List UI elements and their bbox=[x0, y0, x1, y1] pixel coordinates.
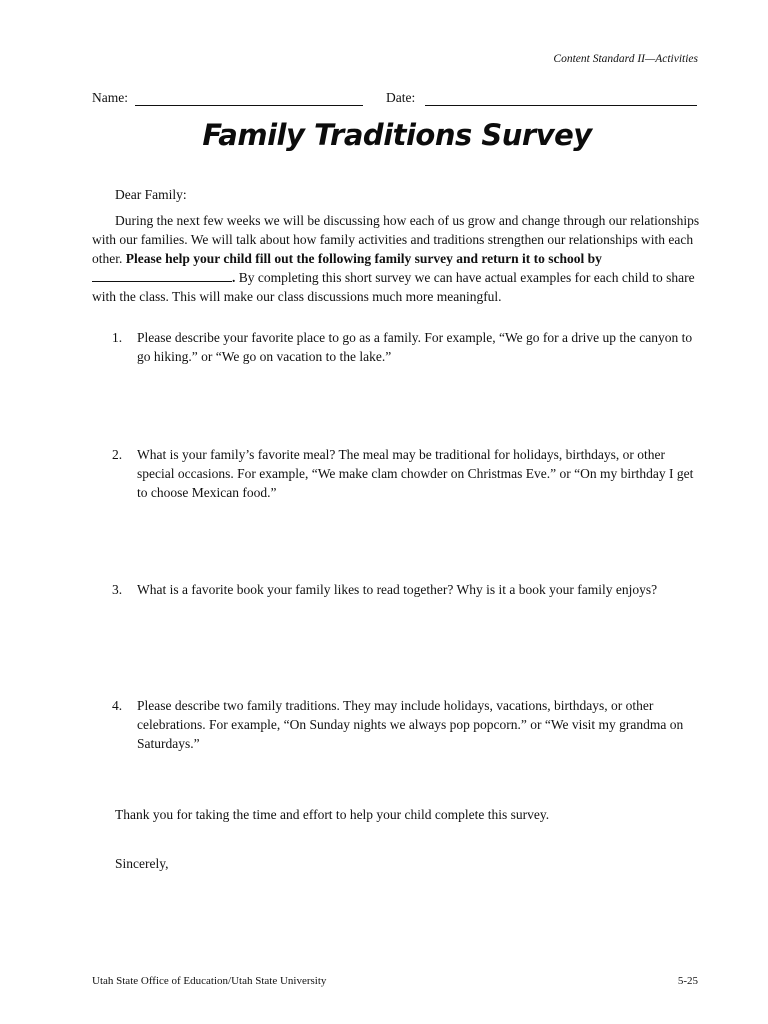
question-text: Please describe two family traditions. They may include holidays, vacations, birthdays, or other celebrations. For example, “On Sunday nights we always pop popcorn.” or “We visit my grandma on Saturdays.” bbox=[137, 698, 684, 751]
return-date-blank-line bbox=[92, 269, 232, 282]
question-number: 4. bbox=[112, 698, 123, 713]
question-item bbox=[112, 328, 700, 366]
question-number: 3. bbox=[112, 582, 123, 597]
intro-bold-request: Please help your child fill out the following family survey and return it to school by bbox=[125, 251, 602, 266]
question-number: 1. bbox=[112, 330, 123, 345]
name-label: Name: bbox=[92, 90, 128, 105]
name-date-row bbox=[92, 90, 698, 110]
signoff: Sincerely, bbox=[115, 856, 169, 871]
thank-you-line: Thank you for taking the time and effort to help your child complete this survey. bbox=[115, 807, 550, 822]
intro-paragraph bbox=[92, 211, 700, 306]
intro-text-2: By completing this short survey we can have actual examples for each child to share with the class. This will make our class discussions much more meaningful. bbox=[92, 270, 695, 304]
question-text: What is a favorite book your family likes to read together? Why is it a book your family enjoys? bbox=[137, 582, 658, 597]
salutation: Dear Family: bbox=[115, 187, 187, 202]
question-number: 2. bbox=[112, 447, 123, 462]
question-item bbox=[112, 445, 700, 502]
date-blank-line bbox=[425, 105, 697, 106]
question-item bbox=[112, 580, 700, 599]
question-text: Please describe your favorite place to go as a family. For example, “We go for a drive up the canyon to go hiking.” or “We go on vacation to the lake.” bbox=[137, 330, 693, 364]
date-label: Date: bbox=[386, 90, 416, 105]
footer-source: Utah State Office of Education/Utah State University bbox=[92, 975, 327, 987]
page-number: 5-25 bbox=[677, 975, 698, 987]
name-blank-line bbox=[135, 105, 363, 106]
page-title: Family Traditions Survey bbox=[202, 118, 592, 152]
content-standard-header: Content Standard II—Activities bbox=[553, 53, 698, 65]
question-text: What is your family’s favorite meal? The meal may be traditional for holidays, birthdays, or other special occasions. For example, “We make clam chowder on Christmas Eve.” or “On my birthday I get to choose Mexican food.” bbox=[137, 447, 694, 500]
intro-bold-period: . bbox=[232, 270, 236, 285]
question-item bbox=[112, 696, 700, 753]
intro-text-1: During the next few weeks we will be discussing how each of us grow and change through our relationships with our families. We will talk about how family activities and traditions strengthen our relationships with each other. bbox=[92, 213, 700, 266]
